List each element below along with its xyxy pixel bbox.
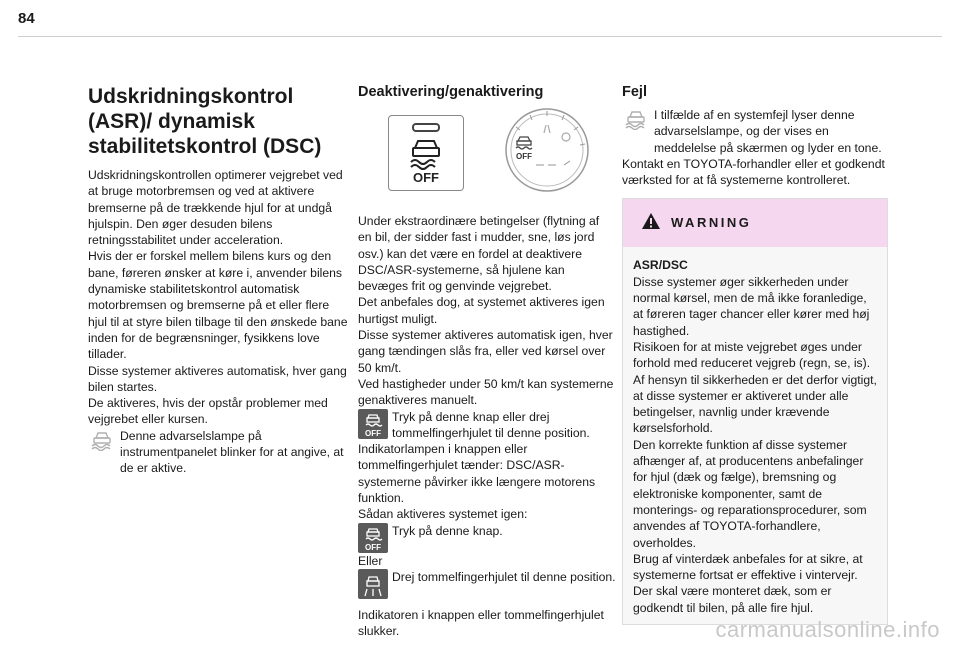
warning-header xyxy=(623,199,887,247)
paragraph: Kontakt en TOYOTA-forhandler eller et godkendt værksted for at få systemerne kontrolleret. xyxy=(622,156,885,188)
paragraph: Brug af vinterdæk anbefales for at sikre, at systemerne fortsat er effektive i vintervejr. Der skal være monteret dæk, som er godkendt til bilen, på alle fire hjul. xyxy=(633,551,863,615)
column-fault xyxy=(622,83,888,625)
step-text: Tryk på denne knap. xyxy=(392,523,503,538)
step-text: Tryk på denne knap eller drej tommelfingerhjulet til denne position. xyxy=(392,409,590,440)
warning-body xyxy=(623,247,887,624)
section-title: Deaktivering/genaktivering xyxy=(358,84,544,100)
paragraph: Disse systemer øger sikkerheden under normal kørsel, men de må ikke foranledige, at føreren tager chancer eller kører med høj hastighed. xyxy=(633,274,870,338)
warning-label: WARNING xyxy=(671,215,752,231)
warning-box xyxy=(622,198,888,625)
paragraph: Under ekstraordinære betingelser (flytning af en bil, der sidder fast i mudder, sne, løs jord osv.) kan det være en fordel at deaktivere DSC/ASR-systemerne, så hjulene kan bevæges frit og genvinde vejgrebet. xyxy=(358,214,600,294)
step-press xyxy=(358,523,616,553)
knob-off-label: OFF xyxy=(516,152,532,161)
section-title: Udskridningskontrol (ASR)/ dynamisk stabilitetskontrol (DSC) xyxy=(88,85,322,158)
traction-on-icon xyxy=(358,569,388,599)
warning-triangle-icon xyxy=(641,212,661,234)
fault-note xyxy=(622,107,888,156)
off-icon-label: OFF xyxy=(365,428,381,438)
watermark: carmanualsonline.info xyxy=(715,617,940,642)
fault-text: I tilfælde af en systemfejl lyser denne advarselslampe, og der vises en meddelelse på skærmen og lyder en tone. xyxy=(654,108,882,155)
paragraph: Udskridningskontrollen optimerer vejgrebet ved at bruge motorbremsen og ved at aktivere bremserne på de trækkende hjul for at undgå hjulspin. Den øger desuden bilens retningsstabilitet under acceleration. xyxy=(88,168,343,248)
paragraph: Hvis der er forskel mellem bilens kurs og den bane, føreren ønsker at køre i, anvender bilens dynamiske stabilitetskontrol automatisk motorbremsen og bremserne på et eller flere hjul til at styre bilen tilbage til den ønskede bane inden for de begrænsninger, fysikkens love tillader. xyxy=(88,249,348,362)
dsc-off-icon xyxy=(358,523,388,553)
page-number: 84 xyxy=(18,10,35,27)
paragraph: De aktiveres, hvis der opstår problemer med vejgrebet eller kursen. xyxy=(88,396,328,427)
paragraph: Indikatoren i knappen eller tommelfingerhjulet slukker. xyxy=(358,607,604,639)
paragraph: Disse systemer aktiveres automatisk, hver gang bilen startes. xyxy=(88,363,347,394)
paragraph: Det anbefales dog, at systemet aktiveres igen hurtigst muligt. xyxy=(358,295,605,326)
paragraph: Disse systemer aktiveres automatisk igen, hver gang tændingen slås fra, eller ved kørsel over 50 km/t. xyxy=(358,328,613,375)
skid-warning-icon xyxy=(622,108,650,130)
warning-heading: ASR/DSC xyxy=(633,258,688,273)
button-off-label: OFF xyxy=(413,170,439,185)
paragraph: Ved hastigheder under 50 km/t kan systemerne genaktiveres manuelt. xyxy=(358,376,614,408)
section-title: Fejl xyxy=(622,84,647,100)
paragraph: Eller xyxy=(358,553,383,568)
paragraph: Indikatorlampen i knappen eller tommelfingerhjulet tænder: DSC/ASR-systemerne påvirker ikke længere motorens funktion. xyxy=(358,442,596,506)
dsc-off-icon xyxy=(358,409,388,439)
dsc-off-button-figure xyxy=(388,115,464,191)
step-turn xyxy=(358,569,616,599)
paragraph: Risikoen for at miste vejgrebet øges under forhold med reduceret vejgreb (regn, se, is). Af hensyn til sikkerheden er det derfor vigtigt, at disse systemer er aktiveret under alle betingelser, navnlig under krævende kørselsforhold. xyxy=(633,339,877,436)
column-deactivation xyxy=(358,83,616,640)
paragraph: Sådan aktiveres systemet igen: xyxy=(358,507,528,522)
step-text: Drej tommelfingerhjulet til denne position. xyxy=(392,569,616,584)
lamp-note xyxy=(88,428,350,477)
lamp-text: Denne advarselslampe på instrumentpanelet blinker for at angive, at de er aktive. xyxy=(120,428,344,476)
step-press-or-turn xyxy=(358,409,616,442)
off-icon-label: OFF xyxy=(365,542,381,552)
header-divider xyxy=(18,36,942,37)
thumbwheel-figure xyxy=(504,107,590,193)
skid-warning-icon xyxy=(88,429,116,451)
paragraph: Den korrekte funktion af disse systemer afhænger af, at producentens anbefalinger for hjul (dæk og fælge), bremsning og elektroniske komponenter, samt de monterings- og reparationsprocedurer, som anvendes af TOYOTA-forhandlere, overholdes. xyxy=(633,437,867,550)
figure-controls xyxy=(358,107,616,207)
column-asr-dsc xyxy=(88,84,350,477)
